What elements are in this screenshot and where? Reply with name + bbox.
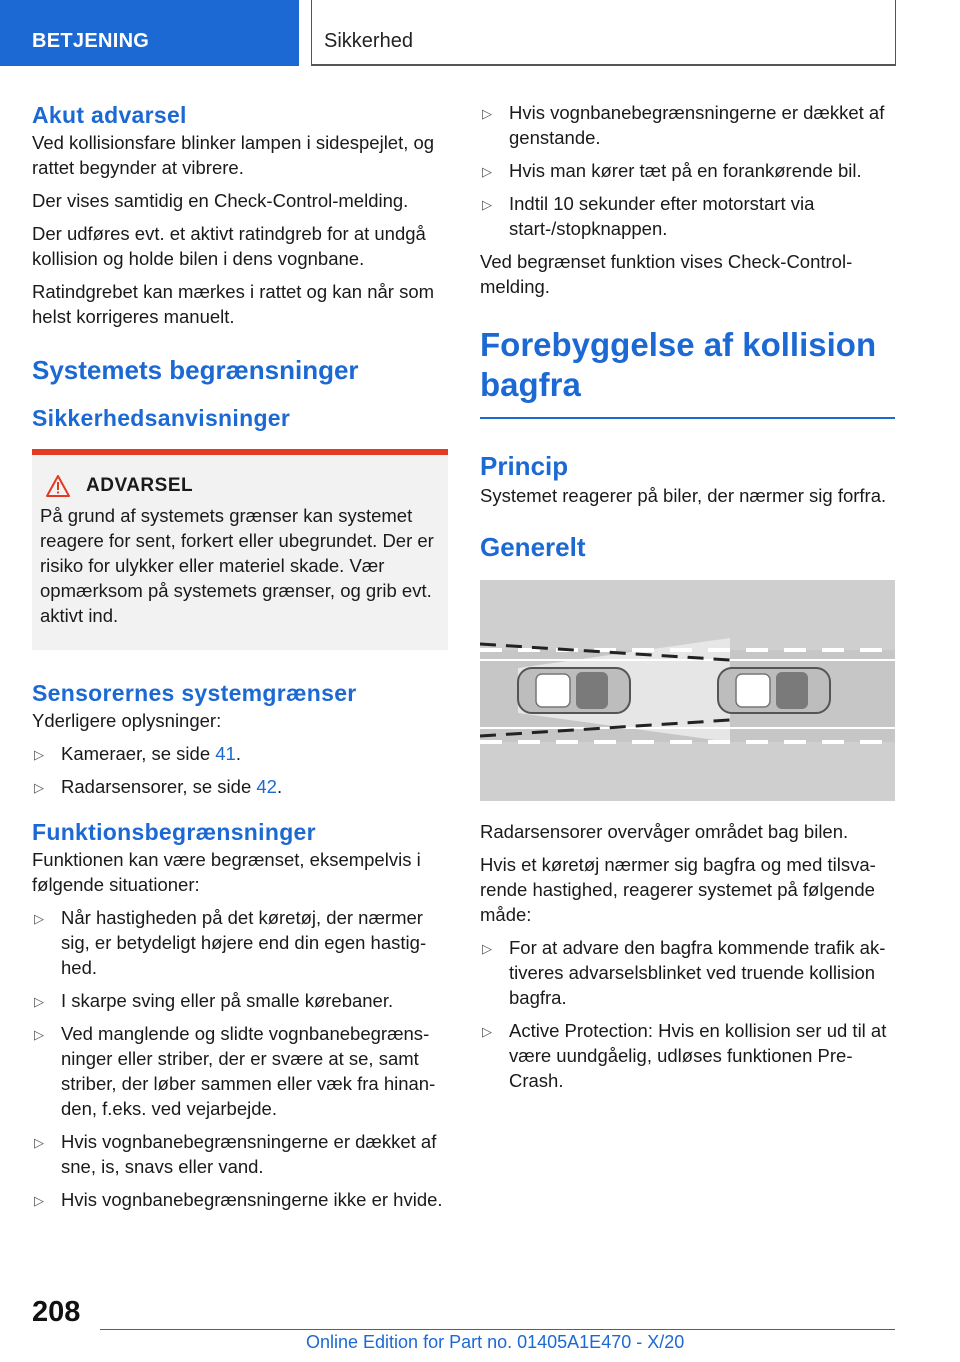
triangle-right-icon: ▷ [482, 197, 492, 212]
funktion-heading: Funktionsbegrænsninger [32, 819, 316, 845]
akut-paragraph-2: Der vises samtidig en Check-Control-melding. [32, 190, 409, 211]
subsection-tab [311, 0, 896, 66]
page-link[interactable]: 42 [256, 776, 277, 797]
akut-paragraph-4: Ratindgrebet kan mærkes i rattet og kan når som helst korrigeres manuelt. [32, 281, 435, 327]
triangle-right-icon: ▷ [482, 106, 492, 121]
section-tab [0, 0, 299, 66]
generelt-list [480, 935, 895, 1093]
sensor-list [32, 741, 448, 799]
list-item: ▷ For at advare den bagfra kommende trafik aktiveres advarselsblinket ved truende kollision bagfra. [482, 937, 886, 1008]
generelt-paragraph-2: Hvis et køretøj nærmer sig bagfra og med tilsvarende hastighed, reagerer systemet på følgende måde: [480, 854, 876, 925]
triangle-right-icon: ▷ [34, 747, 44, 762]
rear-collision-illustration [480, 580, 895, 801]
warning-box [32, 449, 448, 650]
princip-heading: Princip [480, 451, 569, 481]
warning-text: På grund af systemets grænser kan systemet reagere for sent, forkert eller ubegrundet. Der er risiko for ulykker eller materiel skade. Vær opmærksom på systemets grænser, og grib evt. aktivt ind. [40, 505, 434, 626]
continued-list [480, 100, 895, 241]
list-item: ▷ Hvis vognbanebegrænsningerne er dækket af genstande. [482, 102, 885, 148]
sensor-heading: Sensorernes systemgrænser [32, 680, 357, 706]
triangle-right-icon: ▷ [482, 1024, 492, 1039]
footer-rule [100, 1329, 895, 1330]
right-column [480, 100, 895, 1101]
begraensninger-heading: Systemets begrænsninger [32, 355, 359, 385]
funktion-list [32, 905, 448, 1212]
akut-heading: Akut advarsel [32, 102, 187, 128]
heading-rule [480, 417, 895, 419]
list-item: ▷ Kameraer, se side 41. [32, 741, 448, 766]
warning-triangle-icon [46, 475, 70, 497]
section-label: BETJENING [32, 30, 150, 52]
main-heading: Forebyggelse af kollision bagfra [480, 326, 877, 403]
page-link[interactable]: 41 [215, 743, 236, 764]
triangle-right-icon: ▷ [34, 1027, 44, 1042]
left-column [32, 100, 448, 1220]
list-item: ▷ Active Protection: Hvis en kollision ser ud til at være uundgåelig, udløses funktionen Pre-Crash. [482, 1020, 887, 1091]
list-item: ▷ Ved manglende og slidte vognbanebegrænsninger eller striber, der er svære at se, samt striber, der løber sammen eller væk fra hinanden, f.eks. ved vejarbejde. [34, 1023, 436, 1119]
generelt-heading: Generelt [480, 532, 586, 562]
subsection-label: Sikkerhed [324, 30, 413, 52]
generelt-paragraph-1: Radarsensorer overvåger området bag bilen. [480, 821, 849, 842]
list-item: ▷ Når hastigheden på det køretøj, der nærmer sig, er betydeligt højere end din egen hastighed. [34, 907, 427, 978]
sikkerhed-heading: Sikkerhedsanvisninger [32, 405, 291, 431]
triangle-right-icon: ▷ [34, 1193, 44, 1208]
triangle-right-icon: ▷ [482, 164, 492, 179]
page-number: 208 [32, 1296, 81, 1328]
edition-label: Online Edition for Part no. 01405A1E470 - X/20 [306, 1332, 685, 1352]
list-item: ▷ Indtil 10 sekunder efter motorstart via start-/stopknappen. [482, 193, 815, 239]
list-item: ▷ Hvis vognbanebegrænsningerne ikke er hvide. [32, 1187, 448, 1212]
continued-paragraph: Ved begrænset funktion vises Check-Control-melding. [480, 251, 853, 297]
warning-title: ADVARSEL [86, 475, 194, 496]
triangle-right-icon: ▷ [34, 1135, 44, 1150]
akut-paragraph-1: Ved kollisionsfare blinker lampen i sidespejlet, og rattet begynder at vibrere. [32, 132, 435, 178]
list-item: ▷ Radarsensorer, se side 42. [32, 774, 448, 799]
list-item: ▷ I skarpe sving eller på smalle kørebaner. [32, 988, 448, 1013]
sensor-intro: Yderligere oplysninger: [32, 710, 222, 731]
road-diagram-icon [480, 580, 895, 801]
triangle-right-icon: ▷ [482, 941, 492, 956]
akut-paragraph-3: Der udføres evt. et aktivt ratindgreb for at undgå kollision og holde bilen i dens vognbane. [32, 223, 426, 269]
list-item: ▷ Hvis man kører tæt på en forankørende bil. [480, 158, 895, 183]
triangle-right-icon: ▷ [34, 994, 44, 1009]
princip-paragraph: Systemet reagerer på biler, der nærmer sig forfra. [480, 485, 887, 506]
approaching-car-icon [718, 668, 830, 713]
triangle-right-icon: ▷ [34, 911, 44, 926]
funktion-intro: Funktionen kan være begrænset, eksempelvis i følgende situationer: [32, 849, 421, 895]
own-car-icon [518, 668, 630, 713]
triangle-right-icon: ▷ [34, 780, 44, 795]
list-item: ▷ Hvis vognbanebegrænsningerne er dækket af sne, is, snavs eller vand. [34, 1131, 437, 1177]
